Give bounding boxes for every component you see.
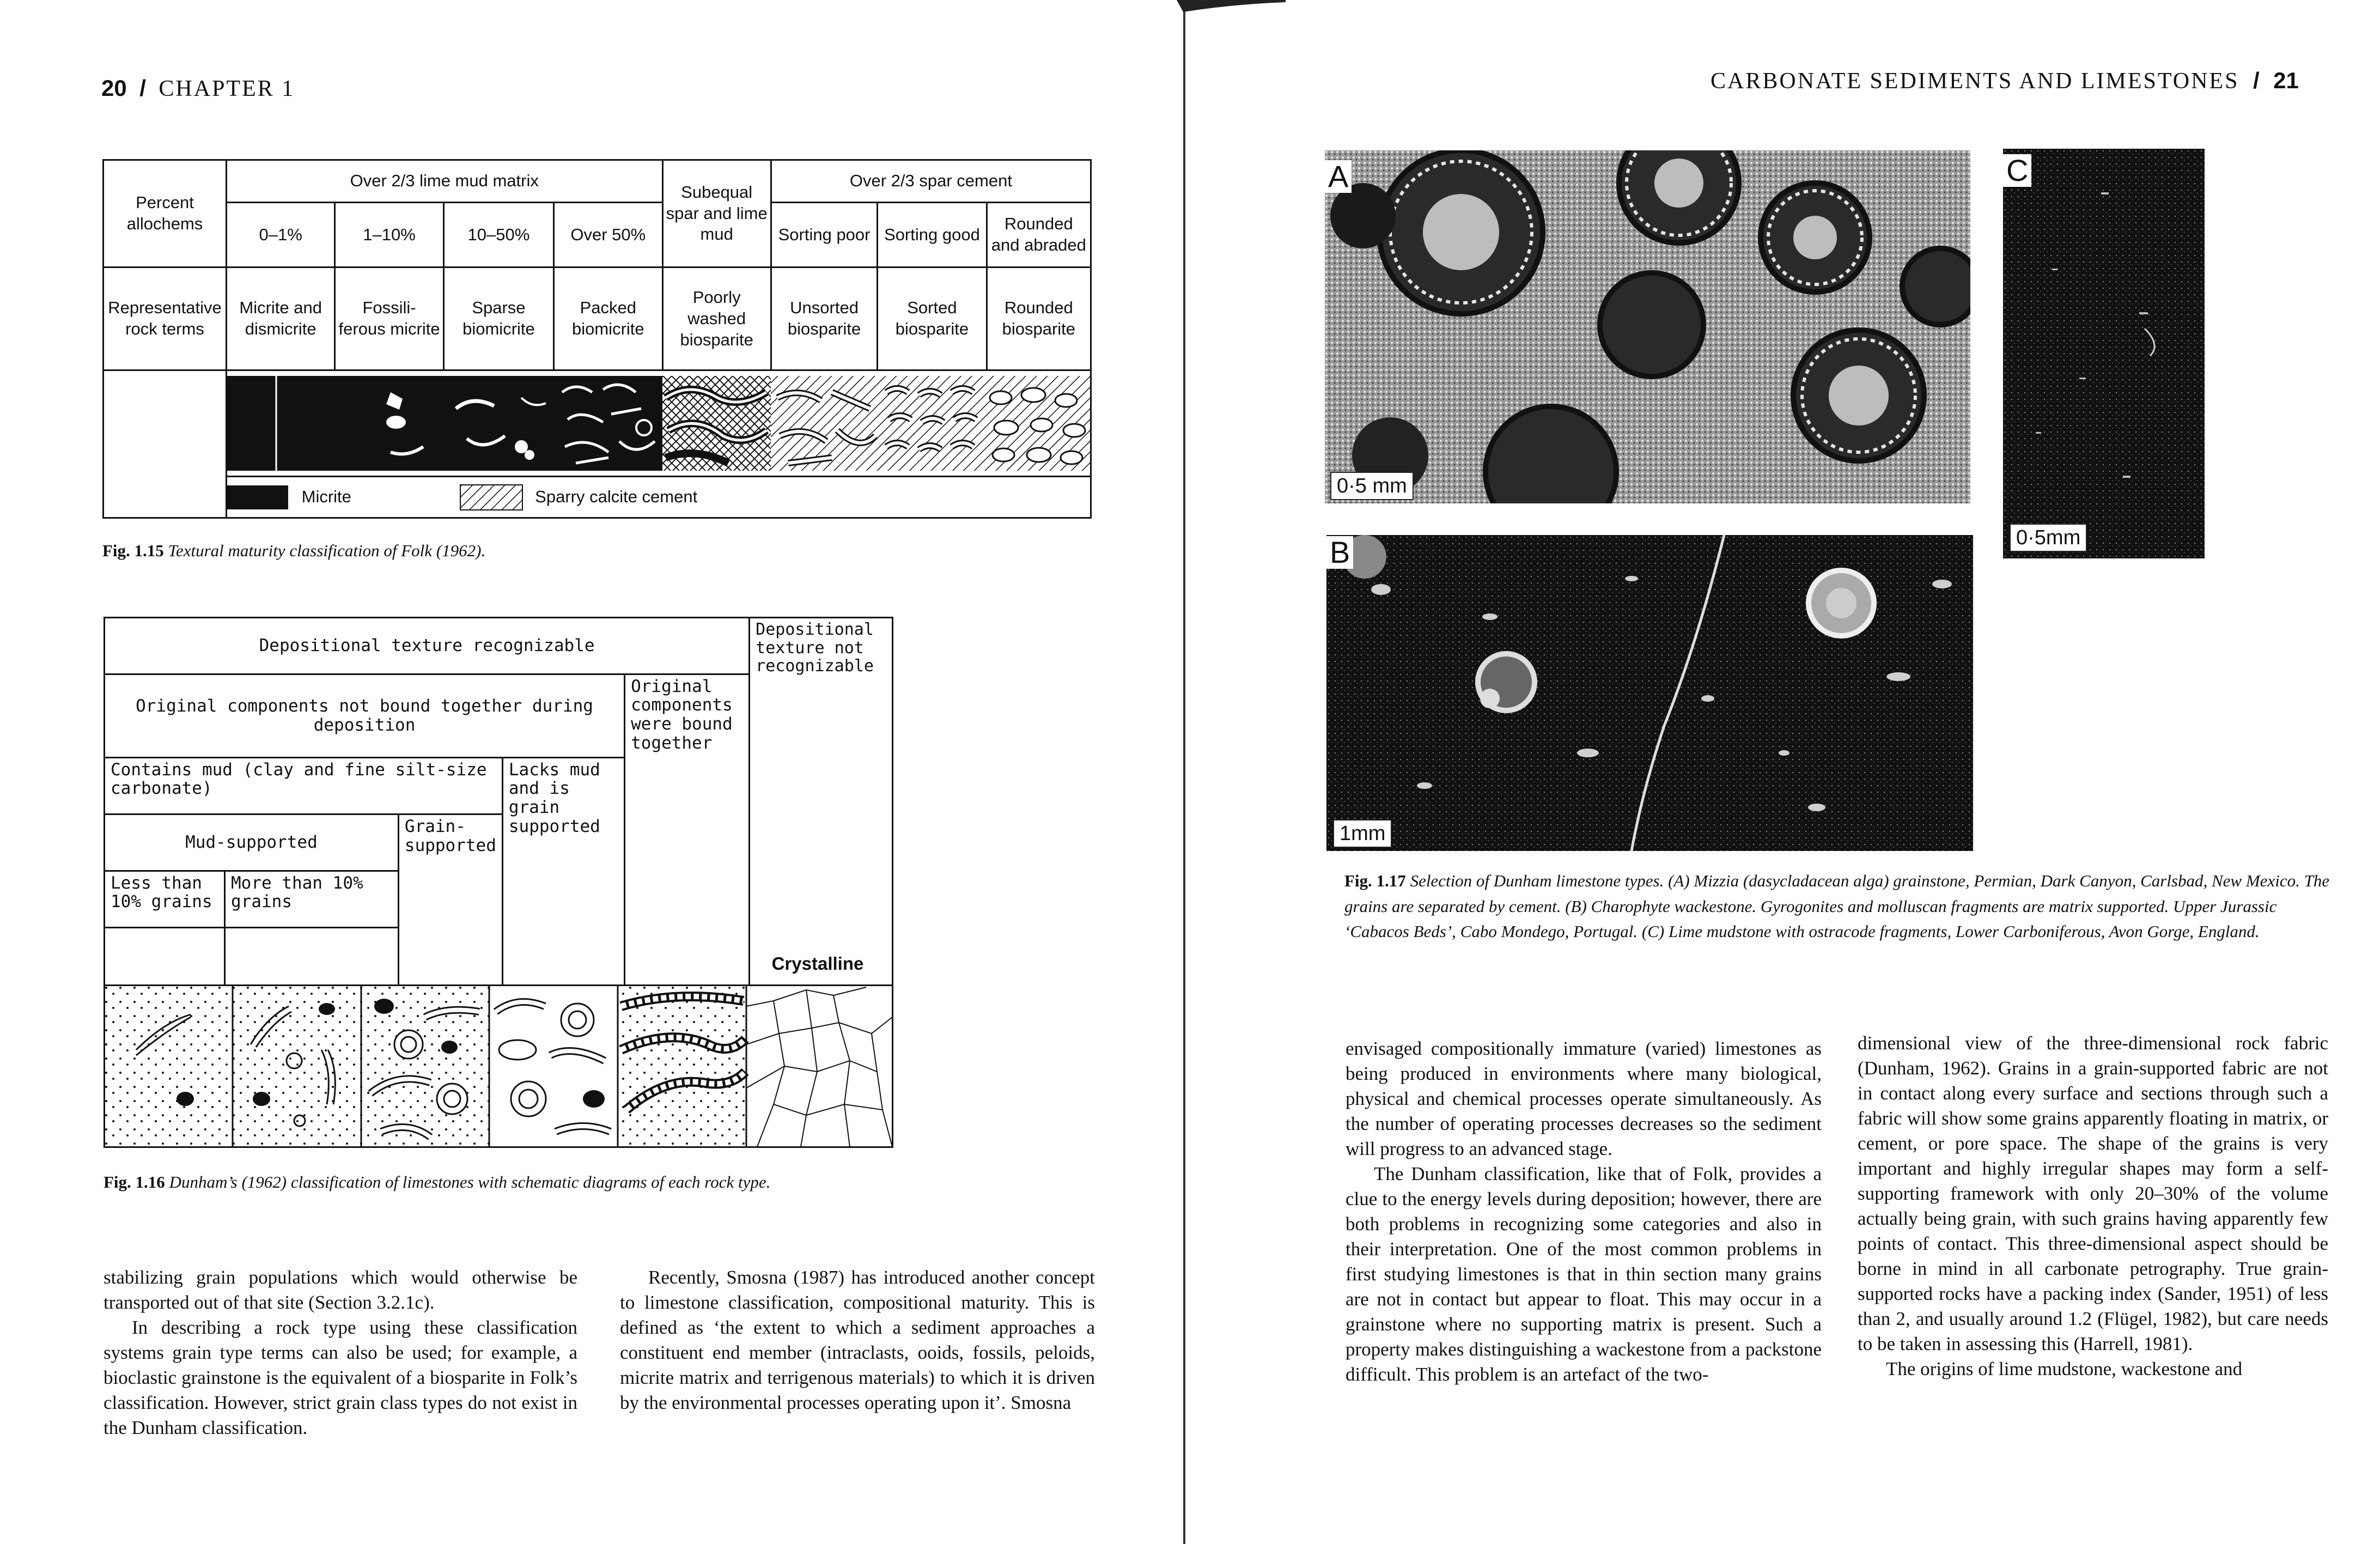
dunham-less-than: Less than 10% grains bbox=[105, 871, 225, 927]
fig-text: Selection of Dunham limestone types. (A) Mizzia (dasycladacean alga) grainstone, Permian, Dark Canyon, Carlsbad, New Mexico. The grains are separated by cement. (B) Charophyte wackestone. Gyrogonites and molluscan fragments are matrix supported. Upper Jurassic ‘Cabacos Beds’, Cabo Mondego, Portugal. (C) Lime mudstone with ostracode fragments, Lower Carboniferous, Avon Gorge, England. bbox=[1344, 871, 2330, 941]
page-gutter bbox=[1183, 0, 1185, 1544]
folk-group-subequal: Subequal spar and lime mud bbox=[662, 160, 771, 268]
right-page-column-1 bbox=[1346, 1036, 1822, 1387]
folk-group-lime-mud: Over 2/3 lime mud matrix bbox=[227, 160, 663, 203]
folk-percent: 10–50% bbox=[443, 202, 553, 267]
texture-packed-biomicrite bbox=[554, 376, 662, 471]
folk-term: Packed biomicrite bbox=[554, 267, 662, 370]
left-page-column-1 bbox=[104, 1265, 577, 1440]
texture-micrite bbox=[227, 376, 336, 471]
scale-bar: 0·5 mm bbox=[1330, 472, 1414, 500]
folk-legend bbox=[227, 477, 1091, 518]
legend-spar-label: Sparry calcite cement bbox=[535, 487, 698, 507]
paragraph: In describing a rock type using these classification systems grain type terms can also be used; for example, a bioclastic grainstone is the equivalent of a biosparite in Folk’s classification. However, strict grain class types do not exist in the Dunham classification. bbox=[104, 1317, 577, 1438]
fig-label: Fig. 1.17 bbox=[1344, 871, 1406, 890]
folk-row-label-percent: Percent allochems bbox=[104, 160, 227, 268]
folk-percent: Over 50% bbox=[554, 202, 662, 267]
folk-term: Sparse biomicrite bbox=[443, 267, 553, 370]
scale-bar: 0·5mm bbox=[2010, 524, 2087, 552]
dunham-lacks-mud: Lacks mud and is grain supported bbox=[502, 757, 624, 1104]
photo-b-charophyte-wackestone bbox=[1326, 535, 1973, 851]
diagram-boundstone bbox=[618, 986, 746, 1147]
right-page-column-2 bbox=[1858, 1031, 2328, 1382]
folk-classification-table bbox=[102, 159, 1092, 519]
fig-text: Textural maturity classification of Folk (1962). bbox=[168, 541, 486, 560]
rock-type-crystalline: Crystalline bbox=[771, 953, 864, 974]
left-page-column-2 bbox=[620, 1265, 1095, 1415]
texture-unsorted-biosparite bbox=[771, 376, 879, 471]
left-page-number: 20 bbox=[101, 75, 127, 101]
paragraph: The origins of lime mudstone, wackestone and bbox=[1886, 1358, 2243, 1379]
folk-percent: 0–1% bbox=[227, 202, 335, 267]
folk-percent: Sorting poor bbox=[771, 202, 877, 267]
fig-label: Fig. 1.16 bbox=[104, 1172, 165, 1192]
paragraph: stabilizing grain populations which would otherwise be transported out of that site (Section 3.2.1c). bbox=[104, 1267, 577, 1313]
texture-rounded-biosparite bbox=[985, 376, 1090, 471]
dunham-not-bound: Original components not bound together during deposition bbox=[105, 674, 625, 757]
header-separator: / bbox=[139, 75, 146, 101]
micrite-swatch bbox=[227, 485, 288, 509]
texture-sorted-biosparite bbox=[879, 376, 985, 471]
paragraph: envisaged compositionally immature (varied) limestones as being produced in environments where many biological, physical and chemical processes operate simultaneously. As the number of operating processes decreases so the sediment will progress to an advanced stage. bbox=[1346, 1038, 1822, 1159]
paragraph: The Dunham classification, like that of Folk, provides a clue to the energy levels during deposition; however, there are both problems in recognizing some categories and also in their interpretation. One of the most common problems in first studying limestones is that in thin section many grains are not in contact but appear to float. This may occur in a grainstone where no supporting matrix is present. Such a property makes distinguishing a wackestone from a packstone difficult. This problem is an artefact of the two- bbox=[1346, 1163, 1822, 1385]
folk-percent: 1–10% bbox=[335, 202, 443, 267]
dunham-mud-supported: Mud-supported bbox=[105, 814, 399, 871]
dunham-grain-supported: Grain- supported bbox=[398, 814, 502, 1104]
chapter-title: CHAPTER 1 bbox=[159, 76, 295, 101]
folk-term: Unsorted biosparite bbox=[771, 267, 877, 370]
dunham-recognizable: Depositional texture recognizable bbox=[105, 618, 750, 674]
diagram-wackestone bbox=[233, 986, 361, 1147]
diagram-mudstone bbox=[105, 986, 233, 1147]
folk-texture-diagrams bbox=[227, 370, 1091, 477]
paragraph: dimensional view of the three-dimensional rock fabric (Dunham, 1962). Grains in a grain-supported fabric are not in contact along every surface and sections through such a fabric will show some grains apparently floating in matrix, or cement, or pore space. The shape of the grains is very important and highly irregular shapes may form a self-supporting framework with only 20–30% of the volume actually being grain, with such grains having apparently few points of contact. This three-dimensional aspect should be borne in mind in all carbonate petrography. True grain-supported rocks have a packing index (Sander, 1951) of less than 2, and usually around 1.2 (Flügel, 1982), but care needs to be taken in assessing this (Harrell, 1981). bbox=[1858, 1032, 2328, 1354]
legend-micrite-label: Micrite bbox=[301, 487, 351, 507]
texture-fossiliferous-micrite bbox=[336, 376, 444, 471]
fig-label: Fig. 1.15 bbox=[102, 541, 164, 560]
folk-percent: Rounded and abraded bbox=[987, 202, 1091, 267]
photo-c-lime-mudstone bbox=[2003, 149, 2205, 558]
folk-group-spar: Over 2/3 spar cement bbox=[771, 160, 1091, 203]
scale-bar: 1mm bbox=[1333, 819, 1392, 848]
figure-1-15-caption bbox=[102, 538, 1083, 564]
folk-row-label-terms: Representative rock terms bbox=[104, 267, 227, 370]
dunham-more-than: More than 10% grains bbox=[225, 871, 399, 927]
left-page-header bbox=[101, 75, 295, 102]
photo-label: B bbox=[1326, 536, 1353, 569]
texture-poorly-washed-biosparite bbox=[662, 376, 771, 471]
photo-a-mizzia-grainstone bbox=[1325, 150, 1970, 503]
dunham-schematic-diagrams bbox=[104, 984, 893, 1148]
photo-label: C bbox=[2003, 154, 2031, 187]
diagram-packstone bbox=[361, 986, 489, 1147]
folk-term: Rounded biosparite bbox=[987, 267, 1091, 370]
figure-1-17-caption bbox=[1344, 868, 2330, 945]
folk-term: Fossili- ferous micrite bbox=[335, 267, 443, 370]
gutter-shadow bbox=[1177, 0, 1286, 12]
dunham-not-recognizable: Depositional texture not recognizable bbox=[750, 618, 893, 1104]
photo-label: A bbox=[1325, 160, 1352, 193]
dunham-contains-mud: Contains mud (clay and fine silt-size carbonate) bbox=[105, 757, 503, 814]
spar-swatch bbox=[460, 484, 523, 510]
header-separator: / bbox=[2253, 68, 2260, 93]
texture-sparse-biomicrite bbox=[444, 376, 554, 471]
folk-term: Micrite and dismicrite bbox=[227, 267, 335, 370]
dunham-bound: Original components were bound together bbox=[625, 674, 750, 1104]
folk-percent: Sorting good bbox=[878, 202, 987, 267]
folk-term: Poorly washed biosparite bbox=[662, 267, 771, 370]
fig-text: Dunham’s (1962) classification of limestones with schematic diagrams of each rock type. bbox=[169, 1172, 771, 1192]
right-page-header bbox=[1711, 68, 2299, 94]
right-page-number: 21 bbox=[2273, 68, 2299, 93]
paragraph: Recently, Smosna (1987) has introduced another concept to limestone classification, compositional maturity. This is defined as ‘the extent to which a sediment approaches a constituent end member (intraclasts, ooids, fossils, peloids, micrite matrix and terrigenous materials) to which it is driven by the environmental processes operating upon it’. Smosna bbox=[620, 1267, 1095, 1413]
running-title: CARBONATE SEDIMENTS AND LIMESTONES bbox=[1711, 69, 2239, 94]
folk-term: Sorted biosparite bbox=[878, 267, 987, 370]
figure-1-16-caption bbox=[104, 1170, 1084, 1195]
